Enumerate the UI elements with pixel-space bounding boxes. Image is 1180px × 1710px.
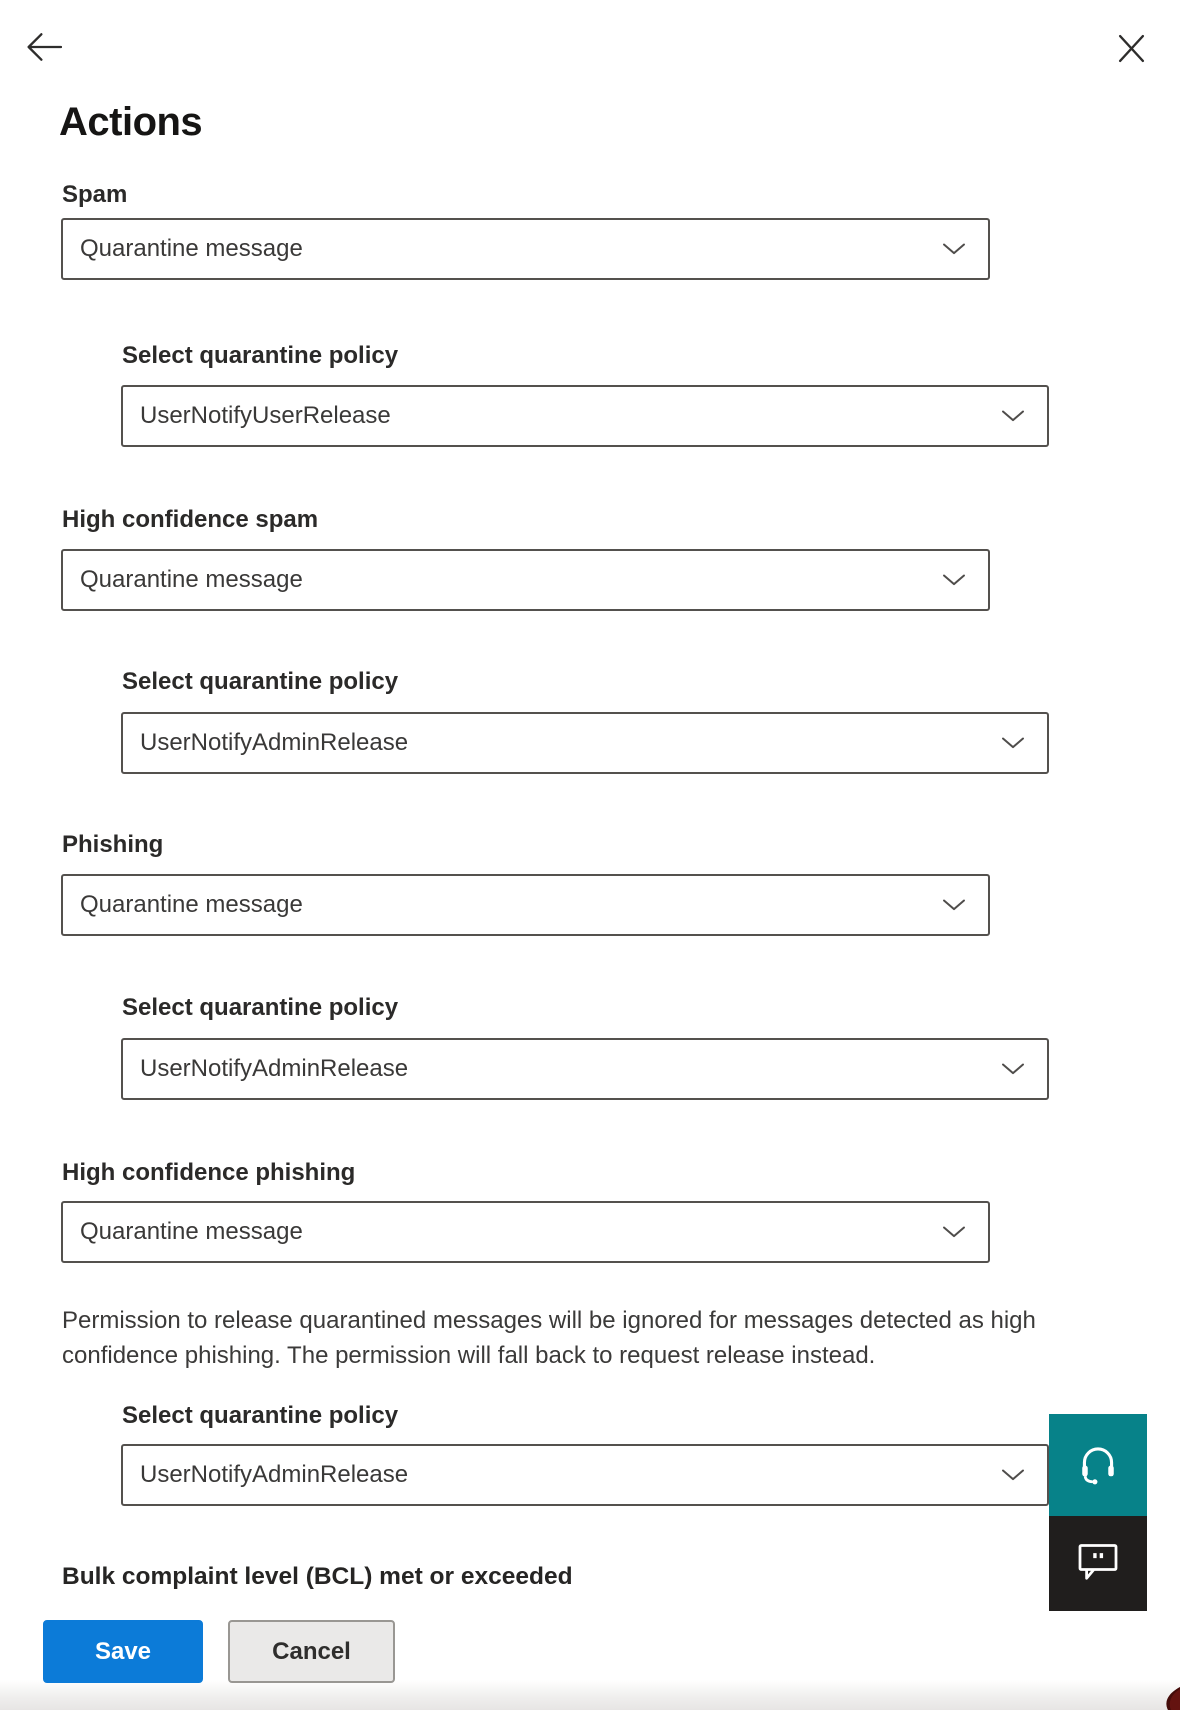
chevron-down-icon [942,574,966,587]
chevron-down-icon [942,899,966,912]
phishing-action-dropdown[interactable] [61,874,990,936]
spam-quarantine-policy-dropdown[interactable] [121,385,1049,447]
feedback-button[interactable] [1049,1516,1147,1611]
high-confidence-phishing-action-dropdown[interactable] [61,1201,990,1263]
dropdown-selected-value: UserNotifyAdminRelease [140,1055,409,1082]
high-confidence-spam-quarantine-policy-label: Select quarantine policy [122,668,399,695]
dropdown-selected-value: Quarantine message [80,235,303,262]
close-icon [1118,51,1145,66]
dropdown-selected-value: Quarantine message [80,891,303,918]
high-confidence-spam-quarantine-policy-dropdown[interactable] [121,712,1049,774]
help-support-button[interactable] [1049,1414,1147,1516]
spam-action-label: Spam [62,181,128,208]
bulk-complaint-level-heading: Bulk complaint level (BCL) met or exceeded [62,1563,573,1590]
chevron-down-icon [1001,410,1025,423]
headset-icon [1076,1442,1120,1489]
phishing-quarantine-policy-label: Select quarantine policy [122,994,399,1021]
page-title: Actions [59,100,203,144]
next-section-heading-clipped [62,1563,1042,1594]
high-confidence-spam-action-label: High confidence spam [62,506,319,533]
bottom-fade-gradient [0,1680,1180,1710]
phishing-action-label: Phishing [62,831,164,858]
chevron-down-icon [942,1226,966,1239]
high-confidence-spam-action-dropdown[interactable] [61,549,990,611]
chevron-down-icon [1001,737,1025,750]
dropdown-selected-value: UserNotifyUserRelease [140,402,391,429]
dropdown-selected-value: UserNotifyAdminRelease [140,1461,409,1488]
back-arrow-icon [26,50,62,65]
back-button[interactable] [26,32,62,62]
wallpaper-corner-decor [1160,1684,1180,1710]
chevron-down-icon [1001,1063,1025,1076]
dropdown-selected-value: Quarantine message [80,566,303,593]
close-button[interactable] [1118,34,1145,63]
spam-quarantine-policy-label: Select quarantine policy [122,342,399,369]
spam-action-dropdown[interactable] [61,218,990,280]
chevron-down-icon [942,243,966,256]
high-confidence-phishing-action-label: High confidence phishing [62,1159,356,1186]
high-confidence-phishing-quarantine-policy-dropdown[interactable] [121,1444,1049,1506]
chat-bubble-icon [1078,1543,1118,1584]
save-button[interactable]: Save [43,1620,203,1683]
cancel-button[interactable]: Cancel [228,1620,395,1683]
chevron-down-icon [1001,1469,1025,1482]
dropdown-selected-value: UserNotifyAdminRelease [140,729,409,756]
high-confidence-phishing-quarantine-policy-label: Select quarantine policy [122,1402,399,1429]
dropdown-selected-value: Quarantine message [80,1218,303,1245]
phishing-quarantine-policy-dropdown[interactable] [121,1038,1049,1100]
high-confidence-phishing-note: Permission to release quarantined messages will be ignored for messages detected as high confidence phishing. The permission will fall back to request release instead. [62,1307,1036,1369]
